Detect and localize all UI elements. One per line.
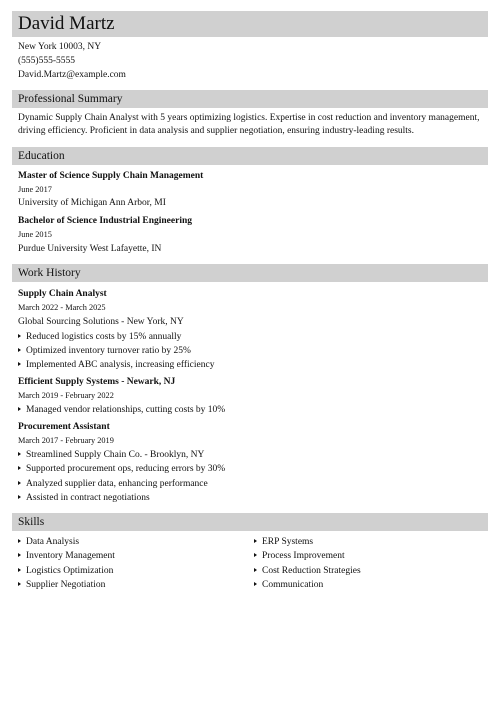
job-company: Global Sourcing Solutions - New York, NY	[18, 317, 184, 327]
skill-item	[254, 579, 323, 591]
candidate-name: David Martz	[12, 11, 488, 37]
job-bullet-text: Implemented ABC analysis, increasing efficiency	[26, 360, 215, 370]
education-date: June 2017	[18, 185, 52, 194]
job-bullet-text: Analyzed supplier data, enhancing performance	[26, 479, 208, 489]
bullet-icon	[254, 553, 257, 557]
bullet-icon	[18, 334, 21, 338]
bullet-icon	[18, 539, 21, 543]
job-title: Efficient Supply Systems - Newark, NJ	[18, 377, 176, 387]
bullet-icon	[18, 582, 21, 586]
skill-item	[254, 550, 345, 562]
job-bullet-text: Supported procurement ops, reducing errors by 30%	[26, 464, 226, 474]
job-dates: March 2019 - February 2022	[18, 391, 114, 400]
skill-text: Cost Reduction Strategies	[262, 566, 361, 576]
job-bullet	[18, 404, 225, 416]
job-bullet-text: Optimized inventory turnover ratio by 25%	[26, 346, 191, 356]
skill-text: Inventory Management	[26, 551, 115, 561]
bullet-icon	[18, 553, 21, 557]
job-bullet	[18, 478, 208, 490]
skill-item	[18, 579, 105, 591]
job-bullet-text: Managed vendor relationships, cutting costs by 10%	[26, 405, 226, 415]
contact-address: New York 10003, NY	[18, 42, 102, 52]
education-degree: Bachelor of Science Industrial Engineering	[18, 216, 192, 226]
bullet-icon	[18, 495, 21, 499]
education-date: June 2015	[18, 230, 52, 239]
section-heading-work-history: Work History	[12, 264, 488, 282]
bullet-icon	[18, 407, 21, 411]
job-bullet	[18, 331, 181, 343]
job-bullet	[18, 449, 204, 461]
job-dates: March 2022 - March 2025	[18, 303, 106, 312]
bullet-icon	[18, 362, 21, 366]
summary-text: Dynamic Supply Chain Analyst with 5 years optimizing logistics. Expertise in cost reduction and inventory management, driving efficiency. Proficient in data analysis and supplier negotiation, ensuring industry-leading results.	[18, 113, 480, 136]
section-heading-summary: Professional Summary	[12, 90, 488, 108]
job-bullet	[18, 359, 214, 371]
skill-text: Communication	[262, 580, 324, 590]
bullet-icon	[18, 452, 21, 456]
skill-text: Logistics Optimization	[26, 566, 114, 576]
skill-item	[18, 565, 113, 577]
job-bullet	[18, 492, 150, 504]
skill-item	[18, 550, 115, 562]
job-title: Procurement Assistant	[18, 422, 110, 432]
skill-text: Process Improvement	[262, 551, 345, 561]
bullet-icon	[254, 568, 257, 572]
skill-text: Supplier Negotiation	[26, 580, 106, 590]
skill-item	[254, 536, 313, 548]
bullet-icon	[18, 568, 21, 572]
skill-item	[254, 565, 361, 577]
job-bullet-text: Streamlined Supply Chain Co. - Brooklyn, NY	[26, 450, 205, 460]
education-degree: Master of Science Supply Chain Management	[18, 171, 204, 181]
job-bullet	[18, 463, 225, 475]
bullet-icon	[18, 466, 21, 470]
job-bullet-text: Assisted in contract negotiations	[26, 493, 150, 503]
bullet-icon	[18, 481, 21, 485]
skill-text: ERP Systems	[262, 537, 314, 547]
job-bullet	[18, 345, 191, 357]
bullet-icon	[18, 348, 21, 352]
contact-email: David.Martz@example.com	[18, 70, 126, 80]
skill-text: Data Analysis	[26, 537, 80, 547]
job-title: Supply Chain Analyst	[18, 289, 107, 299]
bullet-icon	[254, 539, 257, 543]
job-dates: March 2017 - February 2019	[18, 436, 114, 445]
bullet-icon	[254, 582, 257, 586]
contact-phone: (555)555-5555	[18, 56, 75, 66]
education-school: University of Michigan Ann Arbor, MI	[18, 198, 166, 208]
section-heading-education: Education	[12, 147, 488, 165]
skill-item	[18, 536, 79, 548]
job-bullet-text: Reduced logistics costs by 15% annually	[26, 332, 182, 342]
education-school: Purdue University West Lafayette, IN	[18, 244, 162, 254]
section-heading-skills: Skills	[12, 513, 488, 531]
